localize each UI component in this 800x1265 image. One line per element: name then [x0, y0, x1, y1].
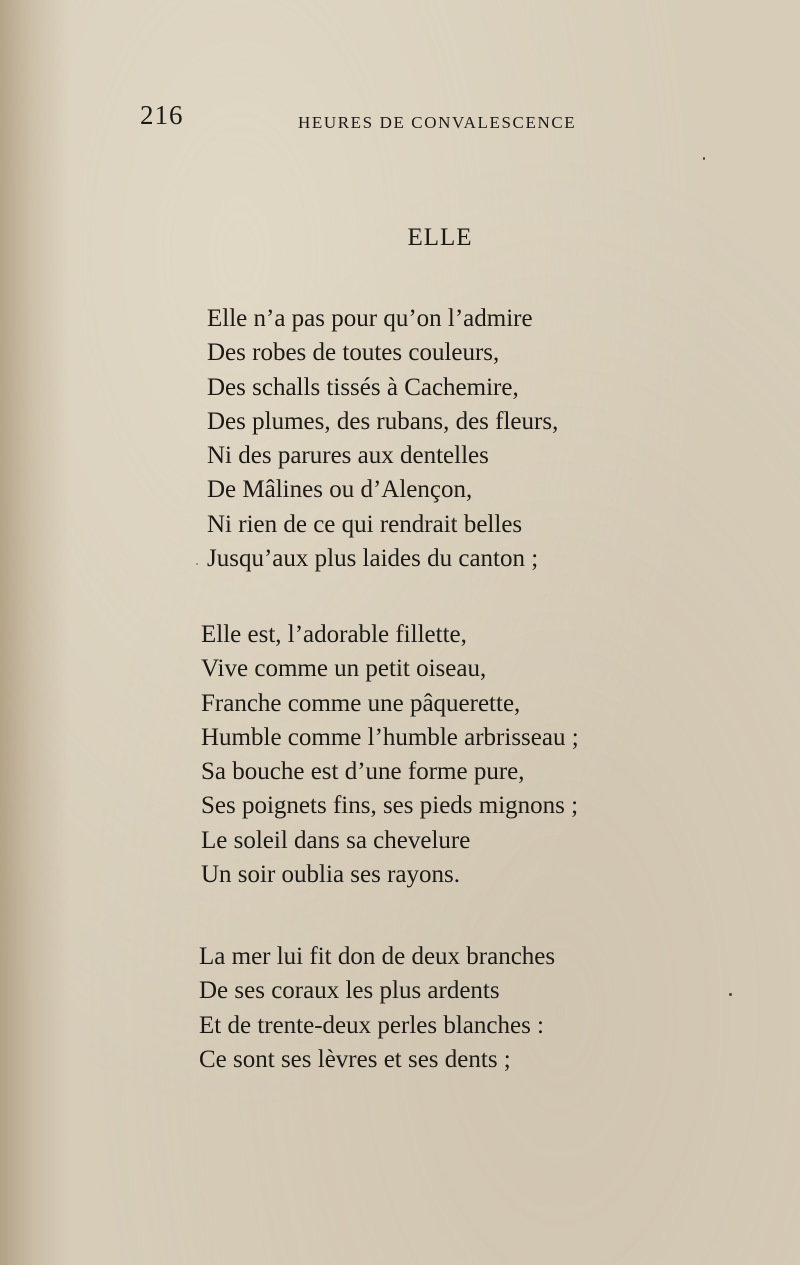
- poem-title: ELLE: [407, 224, 473, 251]
- poem-line: Ce sont ses lèvres et ses dents ;: [199, 1045, 511, 1073]
- page-number: 216: [140, 100, 184, 130]
- poem-line: Des plumes, des rubans, des fleurs,: [207, 407, 559, 435]
- poem-line: Ses poignets fins, ses pieds mignons ;: [201, 792, 579, 820]
- poem-line: Des robes de toutes couleurs,: [207, 339, 500, 367]
- poem-line: De ses coraux les plus ardents: [199, 977, 500, 1005]
- paper-speck: [703, 157, 705, 160]
- poem-line: Elle n’a pas pour qu’on l’admire: [207, 305, 533, 332]
- poem-line: Un soir oublia ses rayons.: [201, 861, 460, 889]
- poem-line: Ni des parures aux dentelles: [207, 442, 489, 470]
- poem-line: Et de trente-deux perles blanches :: [199, 1011, 544, 1039]
- poem-line: De Mâlines ou d’Alençon,: [207, 476, 473, 504]
- poem-line: Humble comme l’humble arbrisseau ;: [201, 723, 579, 751]
- poem-line: Franche comme une pâquerette,: [201, 689, 521, 717]
- poem-line: Elle est, l’adorable fillette,: [201, 621, 467, 648]
- poem-line: Jusqu’aux plus laides du canton ;: [207, 545, 539, 573]
- poem-line: Ni rien de ce qui rendrait belles: [207, 510, 523, 538]
- stanza-2: [201, 618, 681, 892]
- poem-line: Sa bouche est d’une forme pure,: [201, 758, 525, 786]
- running-title: HEURES DE CONVALESCENCE: [298, 113, 577, 132]
- page-gutter-shadow: [0, 0, 70, 1265]
- paper-speck: [196, 563, 198, 565]
- poem-line: La mer lui fit don de deux branches: [199, 943, 556, 970]
- poem-line: Vive comme un petit oiseau,: [201, 655, 487, 683]
- stanza-1: [207, 302, 687, 576]
- stanza-3: [199, 940, 679, 1077]
- poem-line: Le soleil dans sa chevelure: [201, 826, 471, 854]
- paper-speck: [729, 993, 732, 996]
- poem-line: Des schalls tissés à Cachemire,: [207, 373, 519, 401]
